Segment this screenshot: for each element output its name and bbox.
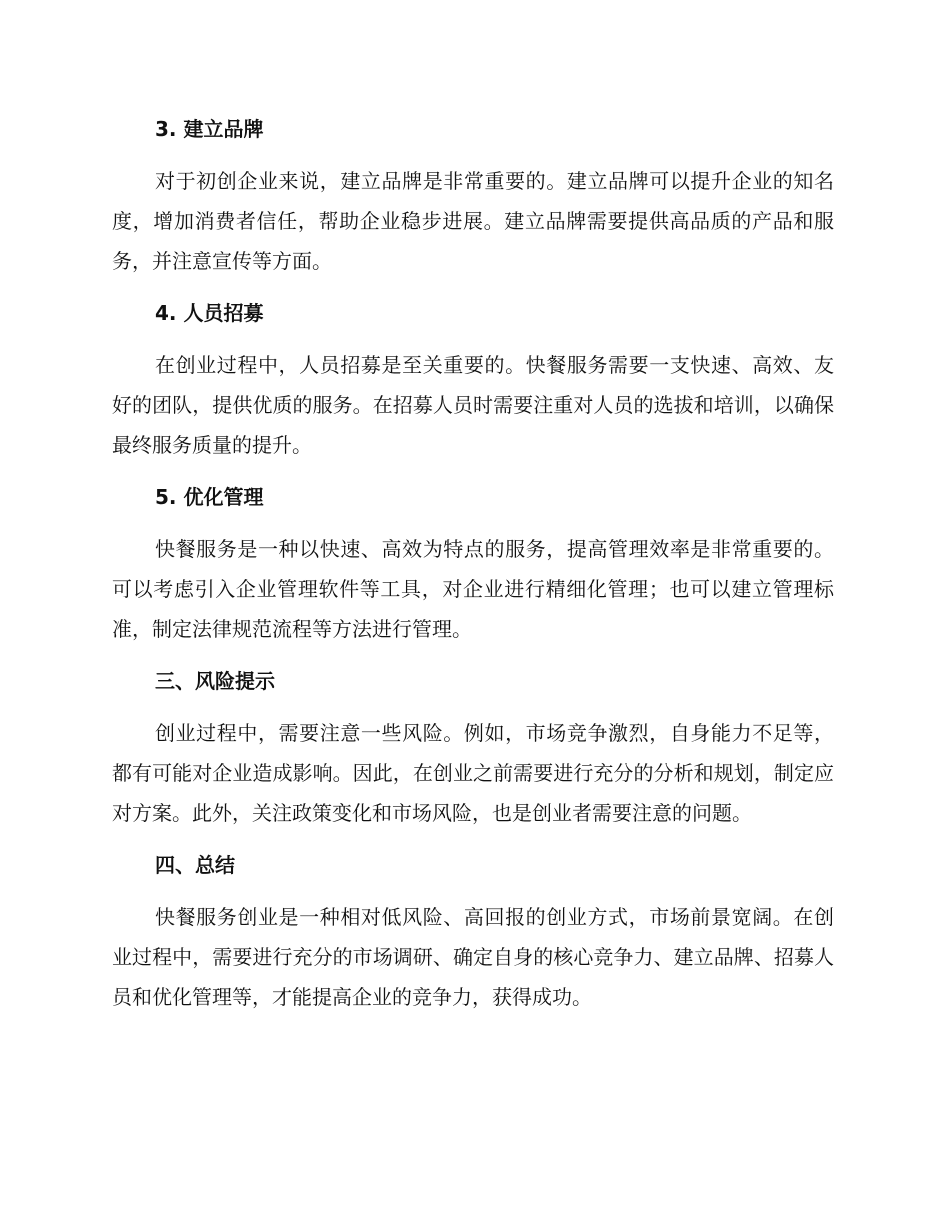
section-body-summary: 快餐服务创业是一种相对低风险、高回报的创业方式，市场前景宽阔。在创业过程中，需要进行充分的市场调研、确定自身的核心竞争力、建立品牌、招募人员和优化管理等，才能提高企业的竞争力，获得成功。 (112, 905, 834, 1009)
section-heading-management: 5. 优化管理 (155, 485, 264, 509)
section-heading-summary: 四、总结 (155, 853, 235, 877)
section-heading-recruitment: 4. 人员招募 (155, 301, 264, 325)
section-body-risk: 创业过程中，需要注意一些风险。例如，市场竞争激烈，自身能力不足等，都有可能对企业造成影响。因此，在创业之前需要进行充分的分析和规划，制定应对方案。此外，关注政策变化和市场风险，也是创业者需要注意的问题。 (112, 721, 834, 825)
section-body-recruitment: 在创业过程中，人员招募是至关重要的。快餐服务需要一支快速、高效、友好的团队，提供优质的服务。在招募人员时需要注重对人员的选拔和培训，以确保最终服务质量的提升。 (112, 353, 834, 457)
section-body-management: 快餐服务是一种以快速、高效为特点的服务，提高管理效率是非常重要的。可以考虑引入企业管理软件等工具，对企业进行精细化管理；也可以建立管理标准，制定法律规范流程等方法进行管理。 (112, 537, 834, 641)
section-body-brand: 对于初创企业来说，建立品牌是非常重要的。建立品牌可以提升企业的知名度，增加消费者信任，帮助企业稳步进展。建立品牌需要提供高品质的产品和服务，并注意宣传等方面。 (112, 169, 834, 273)
section-heading-brand: 3. 建立品牌 (155, 117, 264, 141)
section-heading-risk: 三、风险提示 (155, 669, 275, 693)
